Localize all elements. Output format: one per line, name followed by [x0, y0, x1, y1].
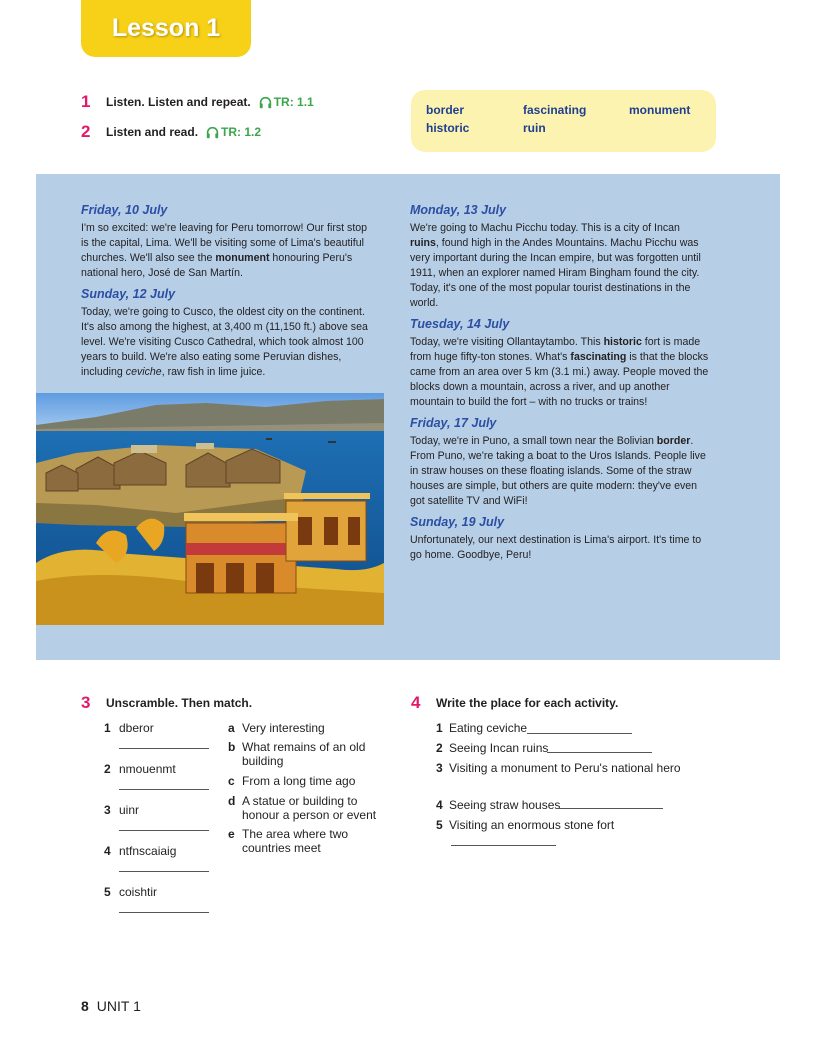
exercise-title: Unscramble. Then match.: [106, 696, 253, 710]
exercise-title: Write the place for each activity.: [436, 696, 619, 710]
scrambled-item: 2 nmouenmt: [104, 762, 176, 776]
definition-item: c From a long time ago: [228, 774, 356, 788]
answer-line[interactable]: [451, 845, 556, 846]
answer-line[interactable]: [119, 789, 209, 790]
headphones-icon: [259, 96, 272, 109]
vocab-word: monument: [629, 103, 691, 117]
lesson-title: Lesson 1: [111, 14, 221, 42]
activity-item: 4 Seeing straw houses: [436, 798, 561, 812]
diary-right-column: [410, 203, 710, 565]
diary-date: Tuesday, 14 July: [410, 317, 510, 331]
answer-line[interactable]: [119, 748, 209, 749]
diary-date: Friday, 10 July: [81, 203, 168, 217]
uros-islands-photo: [36, 393, 384, 625]
instruction-number: 2: [81, 122, 91, 141]
diary-entry: Today, we're in Puno, a small town near the Bolivian border. From Puno, we're taking a boat to the Uros Islands. People live in straw houses on these floating islands. Some of the straw houses are simple, but others are quite modern: they've even got satellite TV and WiFi!: [410, 435, 706, 507]
vocab-word: border: [426, 103, 465, 117]
exercise-number: 3: [81, 693, 91, 712]
exercise-number: 4: [411, 693, 421, 712]
vocab-word: ruin: [523, 121, 546, 135]
definition-item: d A statue or building to honour a person or event: [228, 794, 377, 822]
vocabulary-word-box: [411, 90, 716, 152]
instruction-number: 1: [81, 92, 91, 111]
activity-item: 5 Visiting an enormous stone fort: [436, 818, 615, 832]
instruction-2: [81, 122, 261, 142]
scrambled-item: 5 coishtir: [104, 885, 158, 899]
definition-item: e The area where two countries meet: [228, 827, 349, 855]
unit-label: UNIT 1: [96, 998, 141, 1014]
diary-entry: We're going to Machu Picchu today. This is a city of Incan ruins, found high in the Andes Mountains. Machu Picchu was very important during the Incan empire, but was forgotten until 1911, when an explorer named Hiram Bingham found the city. Today, it's one of the most popular tourist destinations in the world.: [410, 222, 701, 309]
exercise-4-heading: [411, 693, 618, 713]
lesson-tab: [81, 0, 251, 57]
diary-entry: Today, we're going to Cusco, the oldest city on the continent. It's also among the highest, at 3,400 m (11,150 ft.) above sea level. We're visiting Cusco Cathedral, which took almost 100 years to build. We're also eating some Peruvian dishes, including ceviche, raw fish in lime juice.: [81, 306, 368, 378]
instruction-text: Listen. Listen and repeat.: [106, 95, 251, 109]
answer-line[interactable]: [558, 808, 663, 809]
audio-track-link[interactable]: [259, 95, 314, 109]
scrambled-item: 3 uinr: [104, 803, 140, 817]
diary-entry: Unfortunately, our next destination is Lima's airport. It's time to go home. Goodbye, Peru!: [410, 534, 702, 561]
answer-line[interactable]: [119, 871, 209, 872]
vocab-word: fascinating: [523, 103, 587, 117]
definition-item: a Very interesting: [228, 721, 325, 735]
page-footer: [81, 998, 141, 1014]
activity-item: 1 Eating ceviche: [436, 721, 528, 735]
track-label: TR: 1.1: [273, 95, 314, 109]
definition-item: b What remains of an old building: [228, 740, 366, 768]
diary-date: Sunday, 12 July: [81, 287, 176, 301]
vocab-word: historic: [426, 121, 470, 135]
diary-entry: I'm so excited: we're leaving for Peru tomorrow! Our first stop is the capital, Lima. We'll be visiting some of Lima's beautiful churches. We'll also see the monument honouring Peru's national hero, José de San Martín.: [81, 222, 368, 279]
activity-item: 3 Visiting a monument to Peru's national hero: [436, 761, 681, 775]
answer-line[interactable]: [547, 752, 652, 753]
diary-date: Sunday, 19 July: [410, 515, 505, 529]
diary-date: Friday, 17 July: [410, 416, 497, 430]
diary-left-column: [81, 203, 377, 382]
headphones-icon: [206, 126, 219, 139]
scrambled-item: 1 dberor: [104, 721, 154, 735]
exercise-3-heading: [81, 693, 252, 713]
page-number: 8: [81, 998, 89, 1014]
scrambled-item: 4 ntfnscaiaig: [104, 844, 177, 858]
instruction-text: Listen and read.: [106, 125, 199, 139]
answer-line[interactable]: [119, 912, 209, 913]
instruction-1: [81, 92, 314, 112]
answer-line[interactable]: [527, 733, 632, 734]
diary-entry: Today, we're visiting Ollantaytambo. This historic fort is made from huge fifty-ton stones. What's fascinating is that the blocks came from an area over 5 km (3.1 mi.) away. People moved the blocks down a mountain, across a river, and up another mountain to build the fort – with no trucks or trains!: [410, 336, 709, 408]
track-label: TR: 1.2: [221, 125, 262, 139]
activity-item: 2 Seeing Incan ruins: [436, 741, 549, 755]
audio-track-link[interactable]: [206, 125, 261, 139]
diary-date: Monday, 13 July: [410, 203, 507, 217]
answer-line[interactable]: [119, 830, 209, 831]
